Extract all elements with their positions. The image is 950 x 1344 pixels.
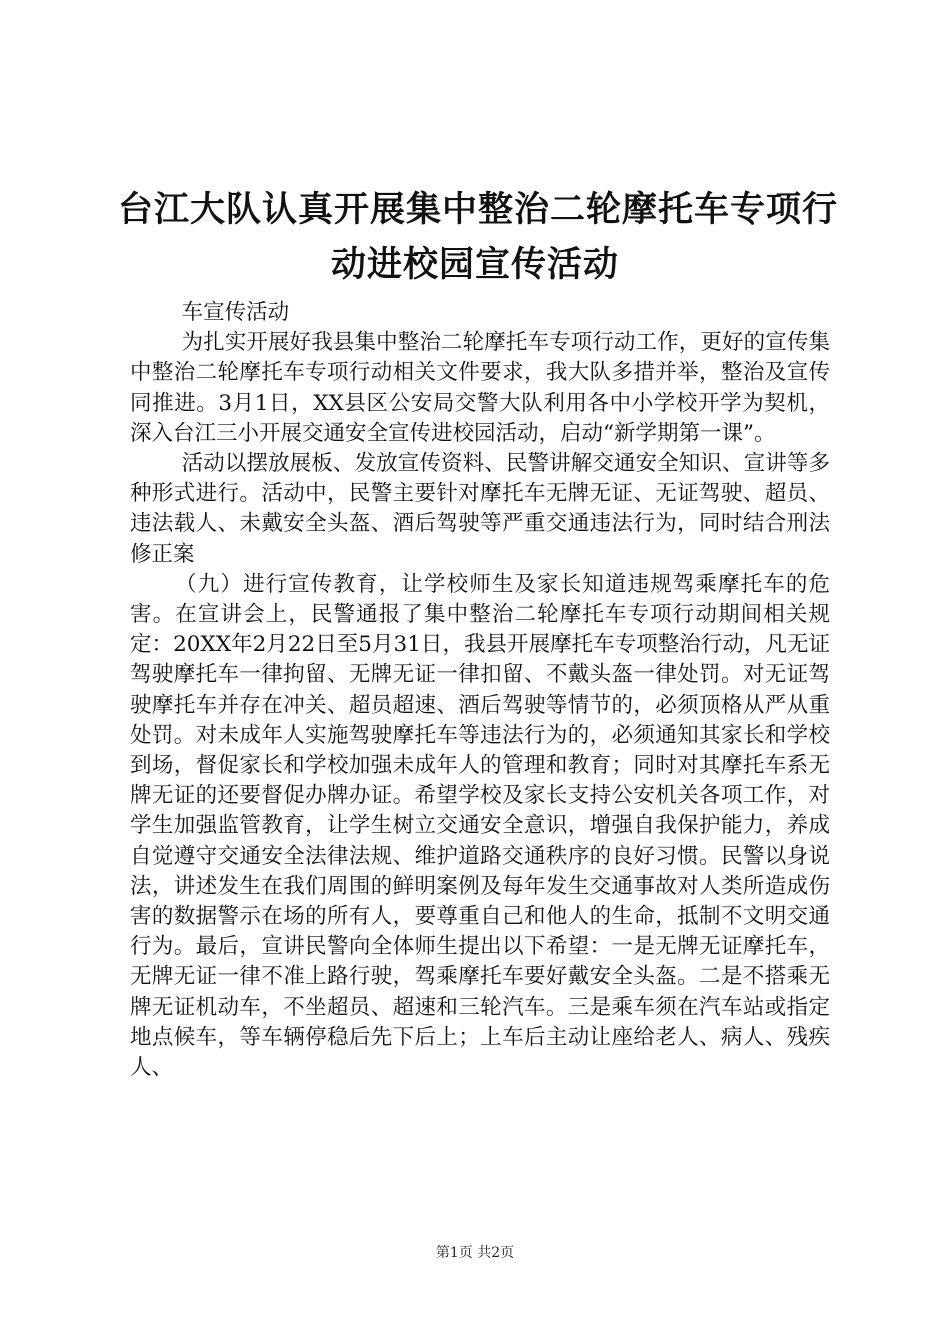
paragraph-2: 为扎实开展好我县集中整治二轮摩托车专项行动工作，更好的宣传集中整治二轮摩托车专项行动相关文件要求，我大队多措并举，整治及宣传同推进。3月1日，XX县区公安局交警大队利用各中小学校开学为契机，深入台江三小开展交通安全宣传进校园活动，启动“新学期第一课”。 <box>130 330 830 446</box>
document-title-line-1: 台江大队认真开展集中整治二轮摩托车专项行 <box>118 190 839 230</box>
paragraph-3: 活动以摆放展板、发放宣传资料、民警讲解交通安全知识、宣讲等多种形式进行。活动中，民警主要针对摩托车无牌无证、无证驾驶、超员、违法载人、未戴安全头盔、酒后驾驶等严重交通违法行为，同时结合刑法修正案 <box>130 451 830 567</box>
paragraph-4: （九）进行宣传教育，让学校师生及家长知道违规驾乘摩托车的危害。在宣讲会上，民警通报了集中整治二轮摩托车专项行动期间相关规定：20XX年2月22日至5月31日，我县开展摩托车专项整治行动，凡无证驾驶摩托车一律拘留、无牌无证一律扣留、不戴头盔一律处罚。对无证驾驶摩托车并存在冲关、超员超速、酒后驾驶等情节的，必须顶格从严从重处罚。对未成年人实施驾驶摩托车等违法行为的，必须通知其家长和学校到场，督促家长和学校加强未成年人的管理和教育；同时对其摩托车系无牌无证的还要督促办牌办证。希望学校及家长支持公安机关各项工作，对学生加强监管教育，让学生树立交通安全意识，增强自我保护能力，养成自觉遵守交通安全法律法规、维护道路交通秩序的良好习惯。民警以身说法，讲述发生在我们周围的鲜明案例及每年发生交通事故对人类所造成伤害的数据警示在场的所有人，要尊重自己和他人的生命，抵制不文明交通行为。最后，宣讲民警向全体师生提出以下希望：一是无牌无证摩托车，无牌无证一律不准上路行驶，驾乘摩托车要好戴安全头盔。二是不搭乘无牌无证机动车，不坐超员、超速和三轮汽车。三是乘车须在汽车站或指定地点候车，等车辆停稳后先下后上；上车后主动让座给老人、病人、残疾人、 <box>130 571 830 1081</box>
page-footer: 第1页 共2页 <box>435 1245 515 1261</box>
document-body <box>130 298 830 1083</box>
paragraph-1: 车宣传活动 <box>181 300 290 325</box>
document-title-line-2: 动进校园宣传活动 <box>330 245 619 285</box>
